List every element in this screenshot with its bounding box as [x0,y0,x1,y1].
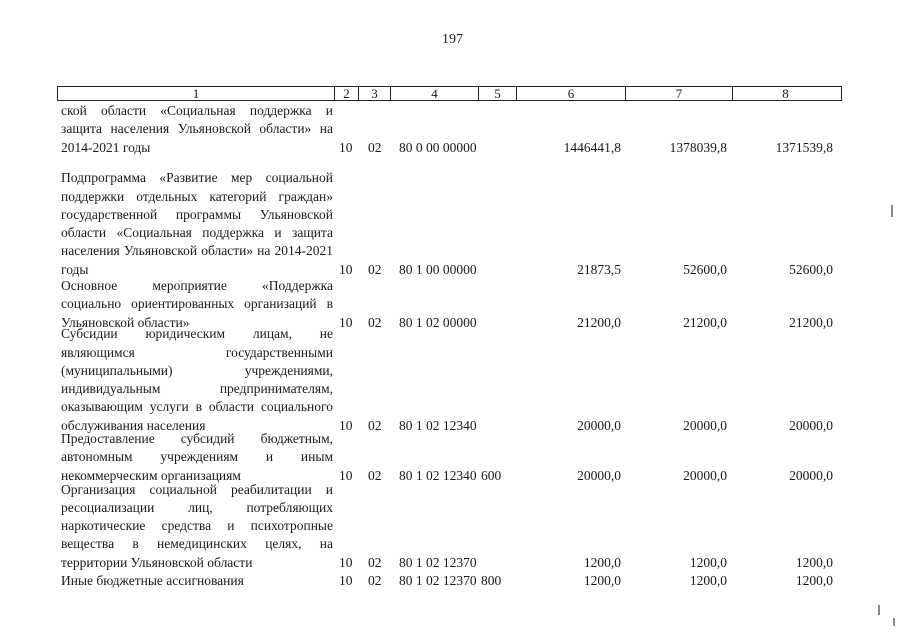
header-col-7: 7 [625,87,732,100]
cell-section: 10 [339,261,353,277]
cell-amount-3: 1200,0 [795,554,833,570]
row-description: Подпрограмма «Развитие мер социальной поддержки отдельных категорий граждан» государственной программы Ульяновской области «Социальная поддержка и защита населения Ульяновской области» на 2014-2021 годы [61,170,333,277]
table-row [57,157,842,279]
cell-subsection: 02 [368,572,382,588]
table-row [57,481,842,572]
cell-amount-3: 1371539,8 [775,139,833,155]
cell-amount-2: 20000,0 [683,467,727,483]
cell-target-code: 80 1 02 12370 [399,572,477,588]
cell-amount-2: 1200,0 [689,572,727,588]
cell-amount-1: 21200,0 [577,314,621,330]
cell-amount-3: 1200,0 [795,572,833,588]
cell-amount-1: 1446441,8 [563,139,621,155]
header-col-6: 6 [516,87,625,100]
cell-subsection: 02 [368,261,382,277]
header-col-2: 2 [334,87,358,100]
cell-amount-1: 1200,0 [583,554,621,570]
cell-amount-1: 20000,0 [577,417,621,433]
header-col-8: 8 [732,87,838,100]
header-col-4: 4 [390,87,478,100]
cell-target-code: 80 1 02 00000 [399,314,477,330]
table-body [57,102,842,590]
cell-section: 10 [339,139,353,155]
cell-amount-1: 1200,0 [583,572,621,588]
cell-amount-2: 1378039,8 [669,139,727,155]
cell-subsection: 02 [368,467,382,483]
row-description: Основное мероприятие «Поддержка социально ориентированных организаций в Ульяновской области» [61,278,333,330]
cell-subsection: 02 [368,554,382,570]
cell-amount-2: 21200,0 [683,314,727,330]
table-row [57,279,842,332]
cell-subsection: 02 [368,417,382,433]
cell-expense-type: 600 [481,467,502,483]
header-col-3: 3 [358,87,390,100]
cell-expense-type: 800 [481,572,502,588]
header-col-1: 1 [192,86,200,101]
table-header [57,86,842,101]
cell-amount-3: 20000,0 [789,467,833,483]
scan-mark [893,618,895,626]
cell-amount-2: 20000,0 [683,417,727,433]
cell-amount-3: 20000,0 [789,417,833,433]
cell-section: 10 [339,554,353,570]
header-col-5: 5 [478,87,516,100]
cell-target-code: 80 1 02 12340 [399,467,477,483]
table-row [57,102,842,157]
table-row [57,431,842,485]
row-description: Организация социальной реабилитации и ресоциализации лиц, потребляющих наркотические средства и психотропные вещества в немедицинских целях, на территории Ульяновской области [61,481,333,570]
cell-amount-1: 20000,0 [577,467,621,483]
cell-subsection: 02 [368,314,382,330]
cell-target-code: 80 0 00 00000 [399,139,477,155]
table-row [57,572,842,590]
cell-section: 10 [339,314,353,330]
cell-amount-3: 21200,0 [789,314,833,330]
row-description: Предоставление субсидий бюджетным, автономным учреждениям и иным некоммерческим организациям [61,431,333,483]
cell-amount-2: 1200,0 [689,554,727,570]
cell-section: 10 [339,572,353,588]
cell-subsection: 02 [368,139,382,155]
cell-section: 10 [339,417,353,433]
cell-target-code: 80 1 00 00000 [399,261,477,277]
cell-target-code: 80 1 02 12340 [399,417,477,433]
cell-amount-1: 21873,5 [577,261,621,277]
row-description: ской области «Социальная поддержка и защита населения Ульяновской области» на 2014-2021 годы [61,103,333,155]
row-description: Субсидии юридическим лицам, не являющимся государственными (муниципальными) учреждениями, индивидуальным предпринимателям, оказывающим услуги в области социального обслуживания населения [61,326,333,433]
scan-mark [878,605,880,615]
cell-section: 10 [339,467,353,483]
page-number: 197 [442,32,463,47]
row-description: Иные бюджетные ассигнования [61,572,244,588]
table-row [57,326,842,435]
cell-amount-2: 52600,0 [683,261,727,277]
cell-target-code: 80 1 02 12370 [399,554,477,570]
cell-amount-3: 52600,0 [789,261,833,277]
scan-mark [891,205,893,217]
